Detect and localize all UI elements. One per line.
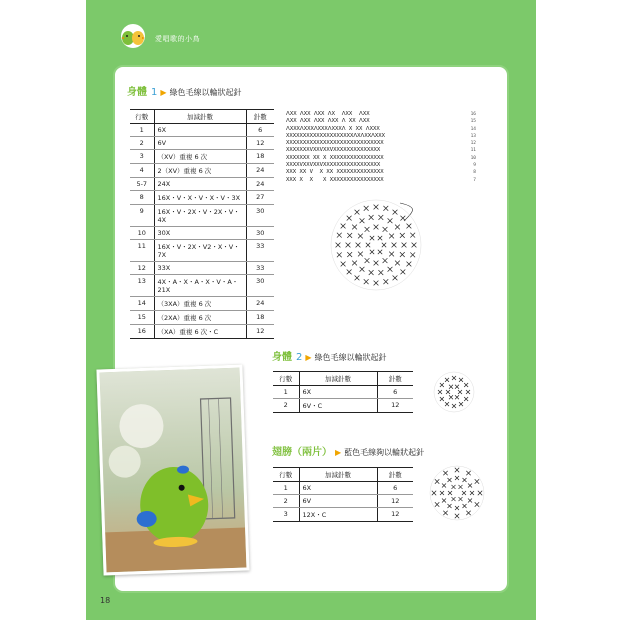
cell-row: 10 (130, 227, 154, 240)
chart-row (286, 162, 476, 169)
cell-row: 2 (130, 137, 154, 150)
table-row (273, 482, 413, 495)
cell-count: 12 (377, 508, 413, 522)
cell-row: 1 (273, 482, 299, 495)
chart-row-symbols: ᐱXX ᐱXX ᐱXX ᐱX ᐱXX ᐱXX (286, 111, 370, 117)
cell-row: 13 (130, 275, 154, 297)
cell-count: 6 (377, 386, 413, 399)
wings-section-title (272, 443, 424, 458)
chart-row-number: 9 (473, 163, 476, 169)
chart-row-symbols: XXXXXXX XX X XXXXXXXXXXXXXXXX (286, 154, 384, 161)
cell-pattern: 2（XV）重複 6 次 (154, 164, 246, 178)
cell-pattern: 12X・C (299, 508, 377, 522)
cell-pattern: 16X・V・2X・V・2X・V・4X (154, 205, 246, 227)
chart-row-symbols: XXX XX V X XX XXXXXXXXXXXXXX (286, 169, 384, 176)
cell-row: 8 (130, 191, 154, 205)
table-row (273, 495, 413, 508)
cell-row: 2 (273, 495, 299, 508)
chart-row-symbols: ᐱXXXᐱXXXᐱXXXᐱXXXᐱ X XX ᐱXXX (286, 125, 380, 132)
body1-section-title (127, 83, 242, 98)
table-row (273, 386, 413, 399)
cell-pattern: （XV）重複 6 次 (154, 150, 246, 164)
chart-row-symbols: XXXXXXXXXXXXXXXXXXXXᐱXᐱXXᐱXXX (286, 132, 386, 139)
cell-row: 4 (130, 164, 154, 178)
table-row (130, 178, 274, 191)
chart-row-number: 12 (470, 141, 476, 147)
table-row (130, 325, 274, 339)
cell-pattern: 6V (299, 495, 377, 508)
col-header-count: 針數 (377, 468, 413, 482)
cell-pattern: 6X (299, 482, 377, 495)
cell-pattern: （2XA）重複 6 次 (154, 311, 246, 325)
cell-pattern: 6X (154, 124, 246, 137)
chart-row (286, 169, 476, 176)
body1-round-chart (326, 197, 426, 293)
chart-row (286, 126, 476, 133)
col-header-pattern: 加減針數 (299, 372, 377, 386)
col-header-pattern: 加減針數 (154, 110, 246, 124)
table-row (130, 137, 274, 150)
table-row (130, 150, 274, 164)
table-row (273, 399, 413, 413)
col-header-row: 行數 (130, 110, 154, 124)
cell-row: 12 (130, 262, 154, 275)
chart-row-symbols: XXXXVXXVXXVXXXXXXXXXXXXXXXXX (286, 162, 381, 169)
cell-row: 1 (130, 124, 154, 137)
chart-row (286, 118, 476, 125)
cell-row: 3 (273, 508, 299, 522)
cell-count: 18 (246, 150, 274, 164)
cell-count: 27 (246, 191, 274, 205)
cell-count: 12 (246, 137, 274, 150)
cell-count: 30 (246, 275, 274, 297)
chart-row-symbols: ᐱXX ᐱXX ᐱXX ᐱXX ᐱ XX ᐱXX (286, 118, 370, 125)
header-title: 愛唱歌的小鳥 (155, 35, 200, 43)
chart-row-number: 8 (473, 170, 476, 176)
cell-row: 14 (130, 297, 154, 311)
wings-pattern-table (273, 467, 413, 522)
cell-count: 6 (377, 482, 413, 495)
chart-row-number: 13 (470, 133, 476, 139)
cell-count: 6 (246, 124, 274, 137)
body2-round-chart (432, 370, 476, 414)
cell-pattern: 30X (154, 227, 246, 240)
arrow-icon: ▶ (305, 353, 312, 362)
green-crochet-bird-photo (96, 365, 249, 576)
cell-row: 15 (130, 311, 154, 325)
chart-row-number: 7 (473, 177, 476, 183)
cell-row: 1 (273, 386, 299, 399)
chart-row (286, 155, 476, 162)
cell-pattern: 16X・V・2X・V2・X・V・7X (154, 240, 246, 262)
body1-pattern-table (130, 109, 274, 339)
cell-row: 9 (130, 205, 154, 227)
wings-round-chart (428, 464, 486, 522)
body2-number: 2 (296, 352, 303, 363)
cell-count: 24 (246, 164, 274, 178)
table-row (130, 297, 274, 311)
cell-count: 33 (246, 240, 274, 262)
chart-row-number: 10 (470, 155, 476, 161)
body1-number: 1 (151, 87, 158, 98)
table-row (130, 311, 274, 325)
cell-count: 24 (246, 178, 274, 191)
chart-row (286, 147, 476, 154)
chart-row (286, 111, 476, 118)
cell-pattern: （XA）重複 6 次・C (154, 325, 246, 339)
cell-pattern: 33X (154, 262, 246, 275)
chart-row-number: 14 (470, 126, 476, 132)
wings-desc: 藍色毛線夠以輪狀起針 (344, 448, 425, 457)
cell-row: 2 (273, 399, 299, 413)
table-row (130, 227, 274, 240)
col-header-row: 行數 (273, 372, 299, 386)
cell-count: 33 (246, 262, 274, 275)
chart-row (286, 177, 476, 184)
body2-desc: 綠色毛線以輪狀起針 (314, 353, 387, 362)
col-header-count: 針數 (246, 110, 274, 124)
cell-count: 18 (246, 311, 274, 325)
table-row (130, 164, 274, 178)
chart-row (286, 140, 476, 147)
cell-count: 30 (246, 205, 274, 227)
chart-row-symbols: XXX X X X XXXXXXXXXXXXXXXX (286, 176, 384, 183)
cell-row: 3 (130, 150, 154, 164)
cell-count: 12 (377, 399, 413, 413)
cell-pattern: 16X・V・X・V・X・V・3X (154, 191, 246, 205)
cell-count: 24 (246, 297, 274, 311)
two-birds-icon (114, 24, 152, 48)
col-header-count: 針數 (377, 372, 413, 386)
cell-pattern: 4X・A・X・A・X・V・A・21X (154, 275, 246, 297)
cell-count: 30 (246, 227, 274, 240)
chart-row (286, 133, 476, 140)
arrow-icon: ▶ (160, 88, 167, 97)
body1-desc: 綠色毛線以輪狀起針 (169, 88, 242, 97)
col-header-row: 行數 (273, 468, 299, 482)
cell-pattern: （3XA）重複 6 次 (154, 297, 246, 311)
arrow-icon: ▶ (335, 448, 342, 457)
body1-title-text: 身體 (127, 87, 147, 98)
cell-row: 11 (130, 240, 154, 262)
table-row (130, 124, 274, 137)
table-row (130, 262, 274, 275)
body1-stitch-chart (286, 111, 476, 184)
cell-count: 12 (377, 495, 413, 508)
cell-count: 12 (246, 325, 274, 339)
body2-section-title (272, 348, 387, 363)
table-row (130, 275, 274, 297)
cell-pattern: 6V・C (299, 399, 377, 413)
cell-pattern: 6X (299, 386, 377, 399)
cell-pattern: 6V (154, 137, 246, 150)
table-row (130, 205, 274, 227)
chart-row-number: 15 (470, 119, 476, 125)
chart-row-symbols: XXXXXXXVXXVXXVXXXXXXXXXXXXXX (286, 147, 381, 154)
table-row (130, 240, 274, 262)
cell-row: 5-7 (130, 178, 154, 191)
cell-pattern: 24X (154, 178, 246, 191)
chart-row-symbols: XXXXXXXXXXXXXXXXXXXXXXXXXXXXX (286, 140, 384, 147)
table-row (273, 508, 413, 522)
body2-pattern-table (273, 371, 413, 413)
wings-title-text: 翅膀（兩片） (272, 447, 332, 458)
col-header-pattern: 加減針數 (299, 468, 377, 482)
table-row (130, 191, 274, 205)
chart-row-number: 16 (470, 112, 476, 117)
page-number: 18 (100, 596, 111, 605)
chart-row-number: 11 (470, 148, 476, 154)
body2-title-text: 身體 (272, 352, 292, 363)
cell-row: 16 (130, 325, 154, 339)
